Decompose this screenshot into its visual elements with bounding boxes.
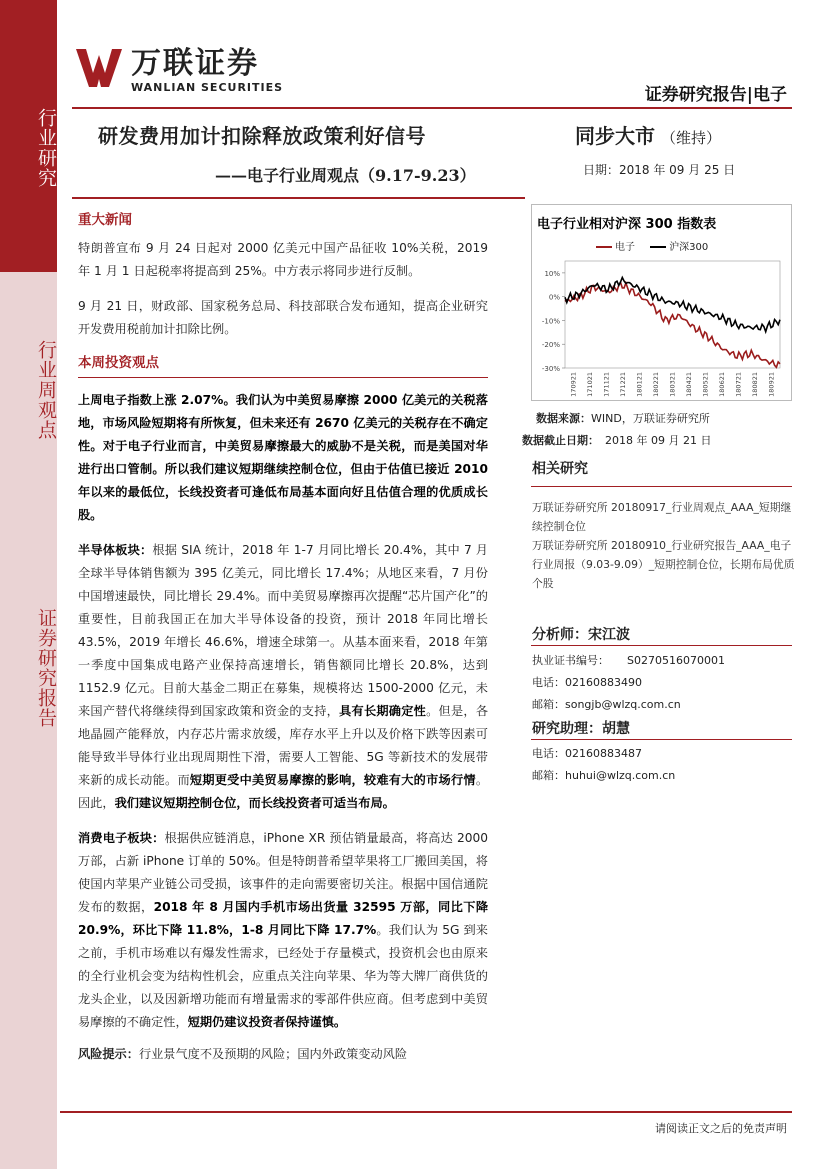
consumer-electronics-paragraph bbox=[78, 827, 488, 1034]
chart-title: 电子行业相对沪深 300 指数表 bbox=[537, 217, 717, 232]
analyst-email-label: 邮箱： bbox=[532, 698, 565, 711]
sidebar-label-weekly-view: 行业周观点 bbox=[35, 340, 57, 440]
views-summary: 上周电子指数上涨 2.07%。我们认为中美贸易摩擦 2000 亿美元的关税落地，市场风险短期将有所恢复，但未来还有 2670 亿美元的关税存在不确定性。对于电子行业而言，中美贸易摩擦最大的威胁不是关税，而是美国对华进行出口管制。所以我们建议短期继续控制仓位，但由于估值已接近 2010 年以来的最低位，长线投资者可逢低布局基本面向好且估值合理的优质成长股。 bbox=[78, 393, 488, 522]
related-research-list bbox=[532, 498, 797, 593]
news-heading: 重大新闻 bbox=[78, 212, 132, 228]
news-paragraph-2: 9 月 21 日，财政部、国家税务总局、科技部联合发布通知，提高企业研究开发费用税前加计扣除比例。 bbox=[78, 299, 488, 336]
analyst-cert bbox=[532, 652, 725, 668]
report-date: 日期：2018 年 09 月 25 日 bbox=[583, 163, 736, 177]
semiconductor-text-2: 。但是，各地晶圆产能释放，内存芯片需求放缓，库存水平上升以及价格下跌等因素可能导致半导体行业出现周期性下滑，需要人工智能、5G 等新技术的发展带来新的成长动能。而 bbox=[78, 704, 489, 787]
consumer-label: 消费电子板块： bbox=[78, 831, 165, 845]
assistant-phone bbox=[532, 745, 642, 761]
risk-note bbox=[78, 1044, 488, 1064]
relative-index-chart bbox=[533, 255, 788, 400]
assistant-email-label: 邮箱： bbox=[532, 769, 565, 782]
risk-label: 风险提示： bbox=[78, 1047, 139, 1061]
rating-value: 同步大市 bbox=[575, 124, 655, 148]
consumer-bold-2: 短期仍建议投资者保持谨慎。 bbox=[187, 1015, 347, 1029]
wanlian-logo-icon bbox=[74, 47, 124, 89]
analyst-phone-label: 电话： bbox=[532, 676, 565, 689]
legend-swatch-csi300 bbox=[650, 246, 666, 248]
analyst-phone-value: 02160883490 bbox=[565, 676, 642, 689]
x-tick-label: 180821 bbox=[751, 372, 760, 397]
consumer-text-1: 根据供应链消息，iPhone XR 预估销量最高，将高达 2000 万部，占新 iPhone 订单的 50%。但是特朗普希望苹果将工厂搬回美国，将使国内苹果产业链公司受损，该事件的走向需要密切关注。根据中国信通院发布的数据， bbox=[78, 831, 488, 914]
assistant-email bbox=[532, 767, 675, 783]
legend-label-csi300: 沪深300 bbox=[669, 242, 709, 253]
data-cutoff-value: 2018 年 09 月 21 日 bbox=[605, 434, 712, 447]
y-tick-label: -30% bbox=[541, 365, 560, 373]
chart-legend bbox=[596, 238, 720, 253]
assistant-phone-value: 02160883487 bbox=[565, 747, 642, 760]
semiconductor-paragraph bbox=[78, 539, 488, 815]
main-content bbox=[78, 208, 488, 1064]
x-tick-label: 180921 bbox=[767, 372, 776, 397]
assistant-heading: 研究助理：胡慧 bbox=[532, 721, 630, 737]
views-heading: 本周投资观点 bbox=[78, 355, 159, 371]
legend-label-electronics: 电子 bbox=[615, 242, 635, 253]
data-source bbox=[536, 410, 710, 426]
footer-disclaimer: 请阅读正文之后的免责声明 bbox=[655, 1122, 787, 1135]
semiconductor-text-1: 根据 SIA 统计，2018 年 1-7 月同比增长 20.4%，其中 7 月全球半导体销售额为 395 亿美元，同比增长 17.4%；从地区来看，7 月份中国增速最快，同比增长 29.4%。而中美贸易摩擦再次提醒“芯片国产化”的重要性，目前我国正在加大半导体设备的投资，预计 2018 年同比增长 43.5%，2019 年增长 46.6%，增速全球第一。从基本面来看，2018 年第一季度中国集成电路产业保持高速增长，销售额同比增长 20.8%，达到 1152.9 亿元。目前大基金二期正在募集，规模将达 1500-2000 亿元，未来国产替代将继续得到国家政策和资金的支持， bbox=[78, 543, 488, 718]
x-tick-label: 180121 bbox=[635, 372, 644, 397]
x-tick-label: 180221 bbox=[651, 372, 660, 397]
rating bbox=[575, 120, 721, 149]
data-cutoff-label: 数据截止日期： bbox=[522, 434, 599, 447]
report-type: 证券研究报告|电子 bbox=[644, 85, 787, 105]
related-divider bbox=[531, 486, 792, 487]
x-tick-label: 171221 bbox=[618, 372, 627, 397]
content-divider bbox=[72, 197, 525, 199]
series-line-csi300 bbox=[565, 278, 780, 332]
analyst-divider bbox=[531, 645, 792, 646]
header-divider bbox=[72, 107, 792, 109]
footer-divider bbox=[60, 1111, 792, 1113]
report-subtitle: ——电子行业周观点（9.17-9.23） bbox=[215, 166, 476, 185]
left-sidebar bbox=[0, 0, 57, 1169]
analyst-email-value[interactable]: songjb@wlzq.com.cn bbox=[565, 698, 681, 711]
assistant-divider bbox=[531, 739, 792, 740]
legend-item-electronics bbox=[596, 242, 635, 253]
x-tick-label: 180521 bbox=[701, 372, 710, 397]
analyst-email bbox=[532, 696, 681, 712]
y-tick-label: 0% bbox=[548, 293, 560, 302]
news-paragraph-1: 特朗普宣布 9 月 24 日起对 2000 亿美元中国产品征收 10%关税，2019 年 1 月 1 日起税率将提高到 25%。中方表示将同步进行反制。 bbox=[78, 241, 488, 278]
related-item-2[interactable]: 万联证券研究所 20180910_行业研究报告_AAA_电子行业周报（9.03-9.09）_短期控制仓位，长期布局优质个股 bbox=[532, 539, 795, 590]
x-tick-label: 171121 bbox=[602, 372, 611, 397]
semiconductor-bold-2: 短期更受中美贸易摩擦的影响，较难有大的市场行情 bbox=[189, 773, 476, 787]
x-tick-label: 180721 bbox=[734, 372, 743, 397]
consumer-bold-1: 2018 年 8 月国内手机市场出货量 32595 万部，同比下降 20.9%，环比下降 11.8%，1-8 月同比下降 17.7% bbox=[78, 900, 489, 937]
logo-text-en: WANLIAN SECURITIES bbox=[131, 81, 284, 94]
views-divider bbox=[78, 377, 488, 378]
x-tick-label: 180421 bbox=[685, 372, 694, 397]
x-tick-label: 171021 bbox=[585, 372, 594, 397]
semiconductor-text-3: 。因此， bbox=[78, 773, 489, 810]
risk-text: 行业景气度不及预期的风险；国内外政策变动风险 bbox=[138, 1047, 408, 1061]
data-source-label: 数据来源： bbox=[536, 412, 591, 425]
semiconductor-bold-1: 具有长期确定性 bbox=[339, 704, 427, 718]
x-tick-label: 170921 bbox=[569, 372, 578, 397]
logo-text-cn: 万联证券 bbox=[131, 46, 259, 81]
assistant-phone-label: 电话： bbox=[532, 747, 565, 760]
series-line-electronics bbox=[565, 282, 780, 367]
y-tick-label: -20% bbox=[541, 341, 560, 350]
related-research-heading: 相关研究 bbox=[532, 461, 588, 477]
semiconductor-bold-3: 我们建议短期控制仓位，而长线投资者可适当布局。 bbox=[114, 796, 395, 810]
sidebar-label-securities-report: 证券研究报告 bbox=[35, 608, 57, 728]
rating-note: （维持） bbox=[661, 129, 722, 147]
data-source-value: WIND，万联证券研究所 bbox=[591, 412, 710, 425]
x-tick-label: 180621 bbox=[718, 372, 727, 397]
sidebar-label-industry-research: 行业研究 bbox=[35, 108, 57, 188]
analyst-cert-label: 执业证书编号： bbox=[532, 654, 609, 667]
semiconductor-label: 半导体板块： bbox=[78, 543, 153, 557]
data-cutoff bbox=[522, 432, 711, 448]
analyst-heading: 分析师：宋江波 bbox=[532, 627, 630, 643]
consumer-text-2: 。我们认为 5G 到来之前，手机市场难以有爆发性需求，已经处于存量模式，投资机会也由原来的全行业机会变为结构性机会，应重点关注向苹果、华为等大牌厂商供货的龙头企业，以及因新增功能而有增量需求的零部件供应商。但考虑到中美贸易摩擦的不确定性， bbox=[78, 923, 488, 1029]
legend-swatch-electronics bbox=[596, 246, 612, 248]
related-item-1[interactable]: 万联证券研究所 20180917_行业周观点_AAA_短期继续控制仓位 bbox=[532, 501, 792, 533]
assistant-email-value[interactable]: huhui@wlzq.com.cn bbox=[565, 769, 676, 782]
y-tick-label: -10% bbox=[541, 317, 560, 326]
legend-item-csi300 bbox=[650, 242, 708, 253]
y-tick-label: 10% bbox=[544, 269, 560, 278]
analyst-cert-value: S0270516070001 bbox=[627, 654, 725, 667]
analyst-phone bbox=[532, 674, 642, 690]
x-tick-label: 180321 bbox=[668, 372, 677, 397]
report-title: 研发费用加计扣除释放政策利好信号 bbox=[98, 124, 426, 148]
